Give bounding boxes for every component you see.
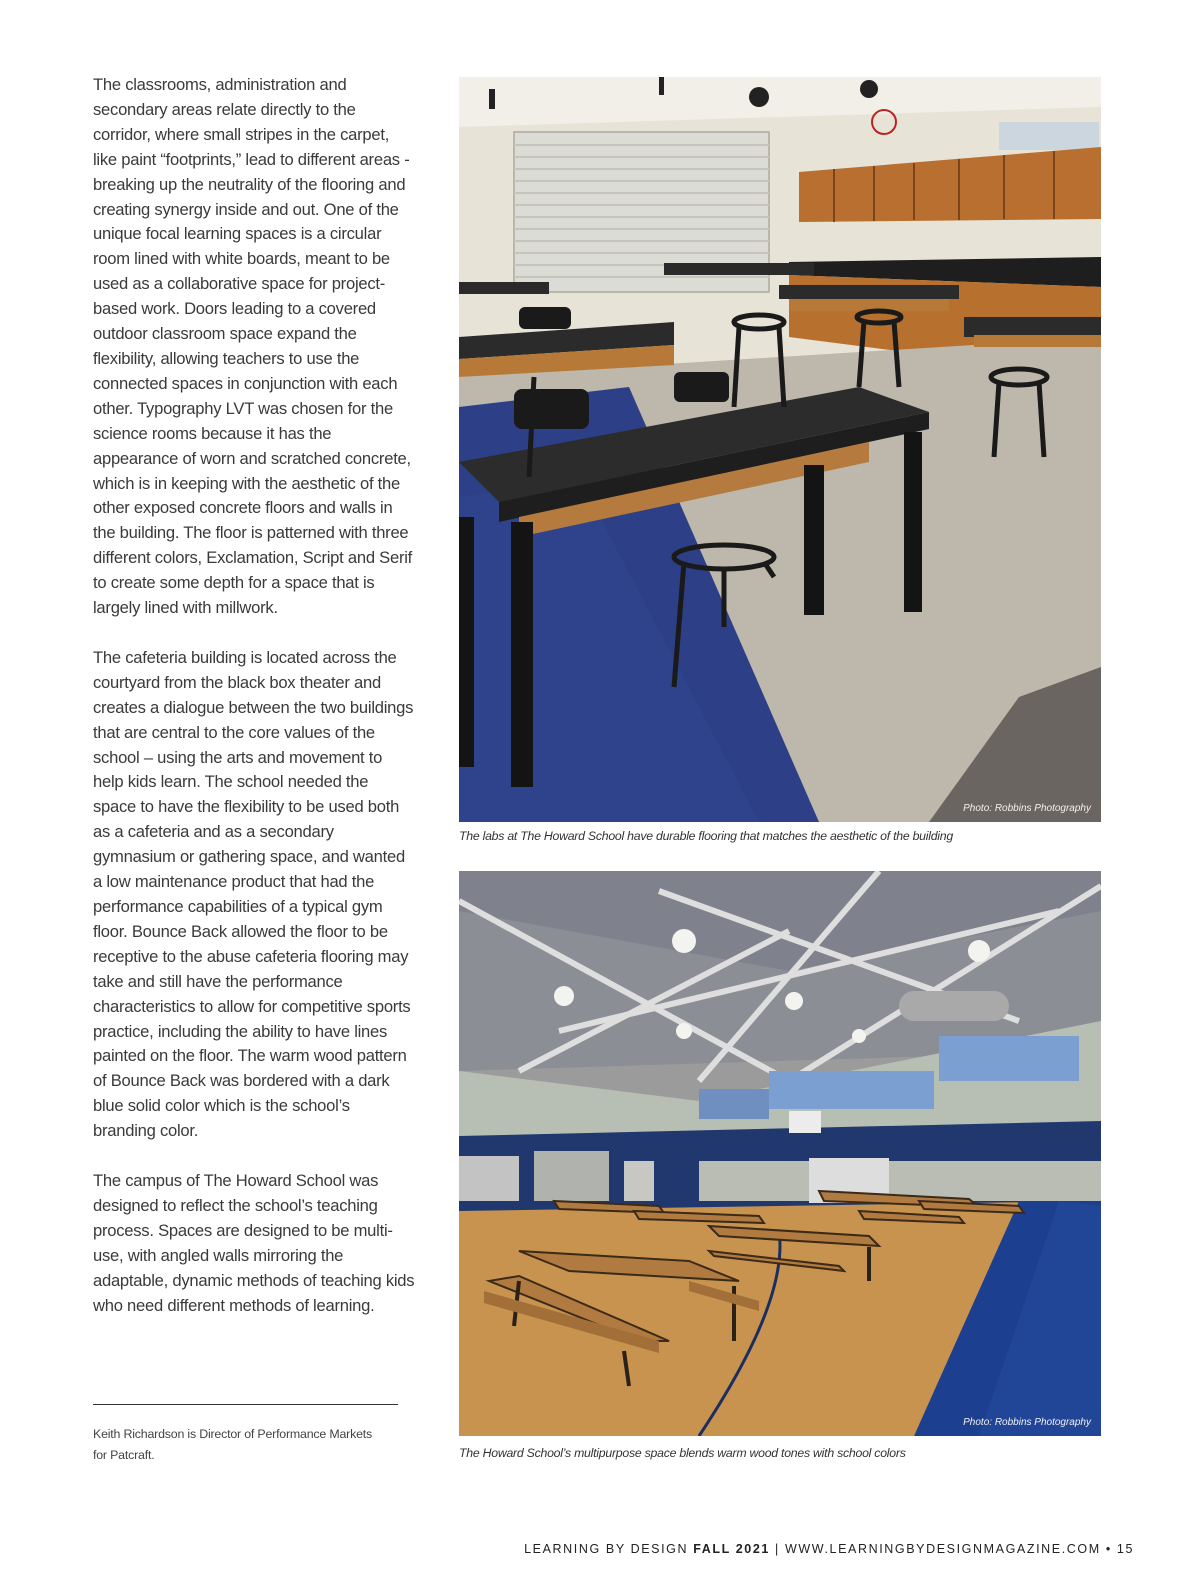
cafeteria-photo-credit: Photo: Robbins Photography <box>963 1417 1091 1428</box>
author-bio <box>93 1424 403 1465</box>
issue-label: FALL 2021 <box>693 1542 770 1556</box>
footer-bullet: • <box>1105 1542 1112 1556</box>
author-bio-line-1: Keith Richardson is Director of Performance Markets <box>93 1427 373 1441</box>
bio-divider <box>93 1404 398 1405</box>
website-link[interactable]: WWW.LEARNINGBYDESIGNMAGAZINE.COM <box>784 1542 1101 1556</box>
cafeteria-photo-caption: The Howard School’s multipurpose space blends warm wood tones with school colors <box>459 1446 906 1460</box>
lab-photo <box>459 77 1101 822</box>
page-number: 15 <box>1116 1542 1134 1556</box>
lab-photo-credit: Photo: Robbins Photography <box>963 803 1091 814</box>
paragraph-science-rooms: The classrooms, administration and secondary areas relate directly to the corridor, where small stripes in the carpet, like paint “footprints,” lead to different areas - breaking up the neutrality of the flooring and creating synergy inside and out. One of the unique focal learning spaces is a circular room lined with white boards, meant to be used as a collaborative space for project-based work. Doors leading to a covered outdoor classroom space expand the flexibility, allowing teachers to use the connected spaces in conjunction with each other. Typography LVT was chosen for the science rooms because it has the appearance of worn and scratched concrete, which is in keeping with the aesthetic of the other exposed concrete floors and walls in the building. The floor is patterned with three different colors, Exclamation, Script and Serif to create some depth for a space that is largely lined with millwork. <box>93 75 413 618</box>
author-bio-line-2: for Patcraft. <box>93 1447 155 1462</box>
paragraph-campus: The campus of The Howard School was designed to reflect the school’s teaching process. Spaces are designed to be multi-use, with angled walls mirroring the adaptable, dynamic methods of teaching kids who need different methods of learning. <box>93 1171 415 1315</box>
page-footer <box>524 1542 1134 1556</box>
magazine-name: LEARNING BY DESIGN <box>524 1542 689 1556</box>
footer-separator: | <box>775 1542 780 1556</box>
paragraph-cafeteria: The cafeteria building is located across the courtyard from the black box theater and creates a dialogue between the two buildings that are central to the core values of the school – using the arts and movement to help kids learn. The school needed the space to have the flexibility to be used both as a cafeteria and as a secondary gymnasium or gathering space, and wanted a low maintenance product that had the performance capabilities of a typical gym floor. Bounce Back allowed the floor to be receptive to the abuse cafeteria flooring may take and still have the performance characteristics to allow for competitive sports practice, including the ability to have lines painted on the floor. The warm wood pattern of Bounce Back was bordered with a dark blue solid color which is the school’s branding color. <box>93 647 414 1141</box>
article-body <box>93 73 415 1344</box>
lab-photo-caption: The labs at The Howard School have durable flooring that matches the aesthetic of the building <box>459 829 953 843</box>
cafeteria-photo <box>459 871 1101 1436</box>
